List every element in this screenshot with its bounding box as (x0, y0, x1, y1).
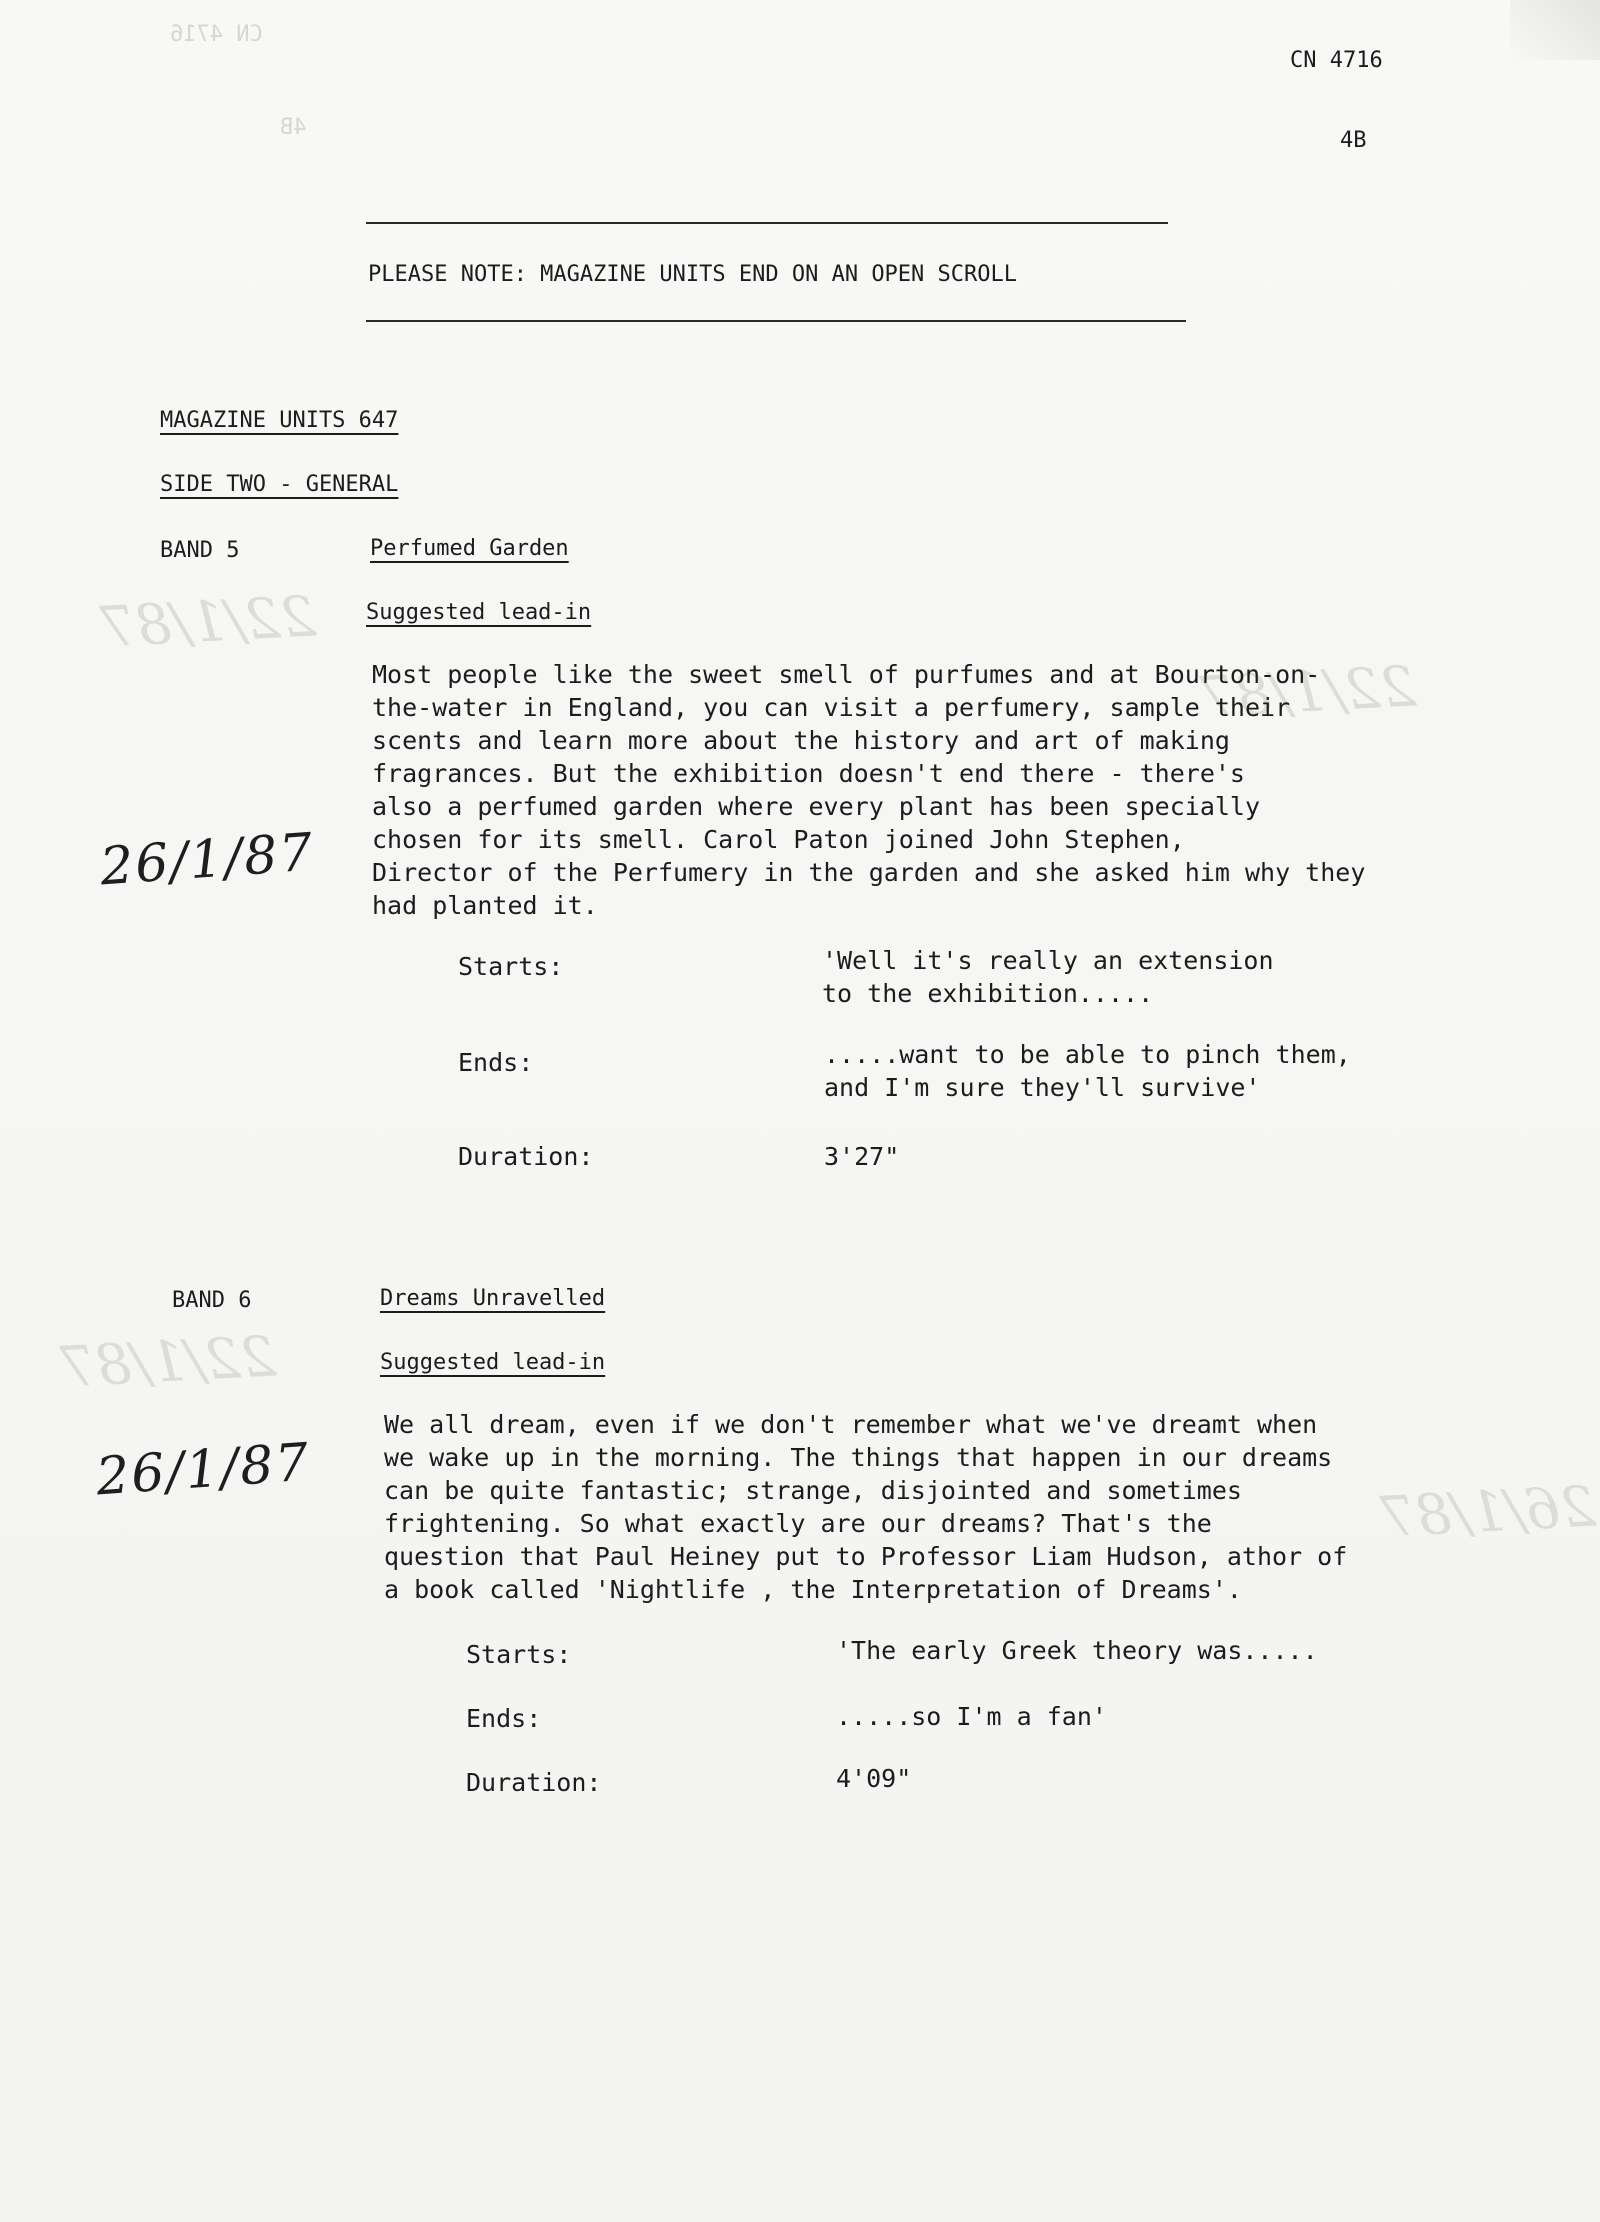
ends-cue (836, 1700, 1107, 1733)
starts-cue-line: 'The early Greek theory was..... (836, 1636, 1318, 1665)
handwritten-date: 26/1/87 (94, 1432, 313, 1508)
show-through-handwriting: 22/1/87 (58, 1324, 278, 1401)
ends-label: Ends: (466, 1704, 542, 1733)
starts-cue (836, 1634, 1318, 1667)
notice-bottom-rule (366, 320, 1186, 322)
band-label: BAND 5 (160, 538, 240, 563)
notice-text: PLEASE NOTE: MAGAZINE UNITS END ON AN OPEN SCROLL (368, 262, 1018, 287)
leadin-paragraph (384, 1408, 1347, 1606)
duration-label: Duration: (466, 1768, 602, 1797)
show-through-text: 4B (280, 115, 307, 140)
leadin-line: chosen for its smell. Carol Paton joined John Stephen, (372, 825, 1185, 854)
leadin-line: frightening. So what exactly are our dreams? That's the (384, 1509, 1212, 1538)
leadin-line: fragrances. But the exhibition doesn't end there - there's (372, 759, 1245, 788)
duration-label: Duration: (458, 1142, 594, 1171)
duration-value: 3'27" (824, 1142, 900, 1171)
ends-label: Ends: (458, 1048, 534, 1077)
band-title: Perfumed Garden (370, 536, 569, 561)
leadin-line: we wake up in the morning. The things that happen in our dreams (384, 1443, 1333, 1472)
section-title: MAGAZINE UNITS 647 (160, 408, 399, 433)
leadin-line: a book called 'Nightlife , the Interpretation of Dreams'. (384, 1575, 1242, 1604)
ends-cue-line: .....want to be able to pinch them, (824, 1040, 1351, 1069)
page-corner-fold (1510, 0, 1600, 60)
notice-top-rule (366, 222, 1168, 224)
leadin-line: We all dream, even if we don't remember what we've dreamt when (384, 1410, 1318, 1439)
duration-value: 4'09" (836, 1764, 912, 1793)
show-through-handwriting: 26/1/87 (1378, 1474, 1598, 1551)
leadin-heading: Suggested lead-in (380, 1350, 606, 1375)
leadin-line: the-water in England, you can visit a perfumery, sample their (372, 693, 1291, 722)
leadin-line: had planted it. (372, 891, 598, 920)
show-through-handwriting: 22/1/87 (1198, 654, 1418, 731)
starts-cue-line: to the exhibition..... (822, 979, 1154, 1008)
band-title: Dreams Unravelled (380, 1286, 606, 1311)
band-label: BAND 6 (172, 1288, 252, 1313)
show-through-handwriting: 22/1/87 (98, 584, 318, 661)
leadin-line: Most people like the sweet smell of purfumes and at Bourton-on- (372, 660, 1321, 689)
leadin-line: Director of the Perfumery in the garden and she asked him why they (372, 858, 1366, 887)
handwritten-date: 26/1/87 (98, 822, 317, 898)
show-through-text: CN 4716 (170, 22, 263, 47)
section-side: SIDE TWO - GENERAL (160, 472, 399, 497)
starts-label: Starts: (458, 952, 564, 981)
leadin-paragraph (372, 658, 1365, 922)
starts-cue (822, 944, 1274, 1010)
leadin-heading: Suggested lead-in (366, 600, 592, 625)
leadin-line: question that Paul Heiney put to Professor Liam Hudson, athor of (384, 1542, 1348, 1571)
leadin-line: scents and learn more about the history and art of making (372, 726, 1230, 755)
starts-label: Starts: (466, 1640, 572, 1669)
leadin-line: can be quite fantastic; strange, disjointed and sometimes (384, 1476, 1242, 1505)
leadin-line: also a perfumed garden where every plant has been specially (372, 792, 1261, 821)
page-number: 4B (1340, 128, 1367, 153)
ends-cue-line: .....so I'm a fan' (836, 1702, 1107, 1731)
document-reference: CN 4716 (1290, 48, 1383, 73)
starts-cue-line: 'Well it's really an extension (822, 946, 1274, 975)
ends-cue-line: and I'm sure they'll survive' (824, 1073, 1261, 1102)
ends-cue (824, 1038, 1351, 1104)
